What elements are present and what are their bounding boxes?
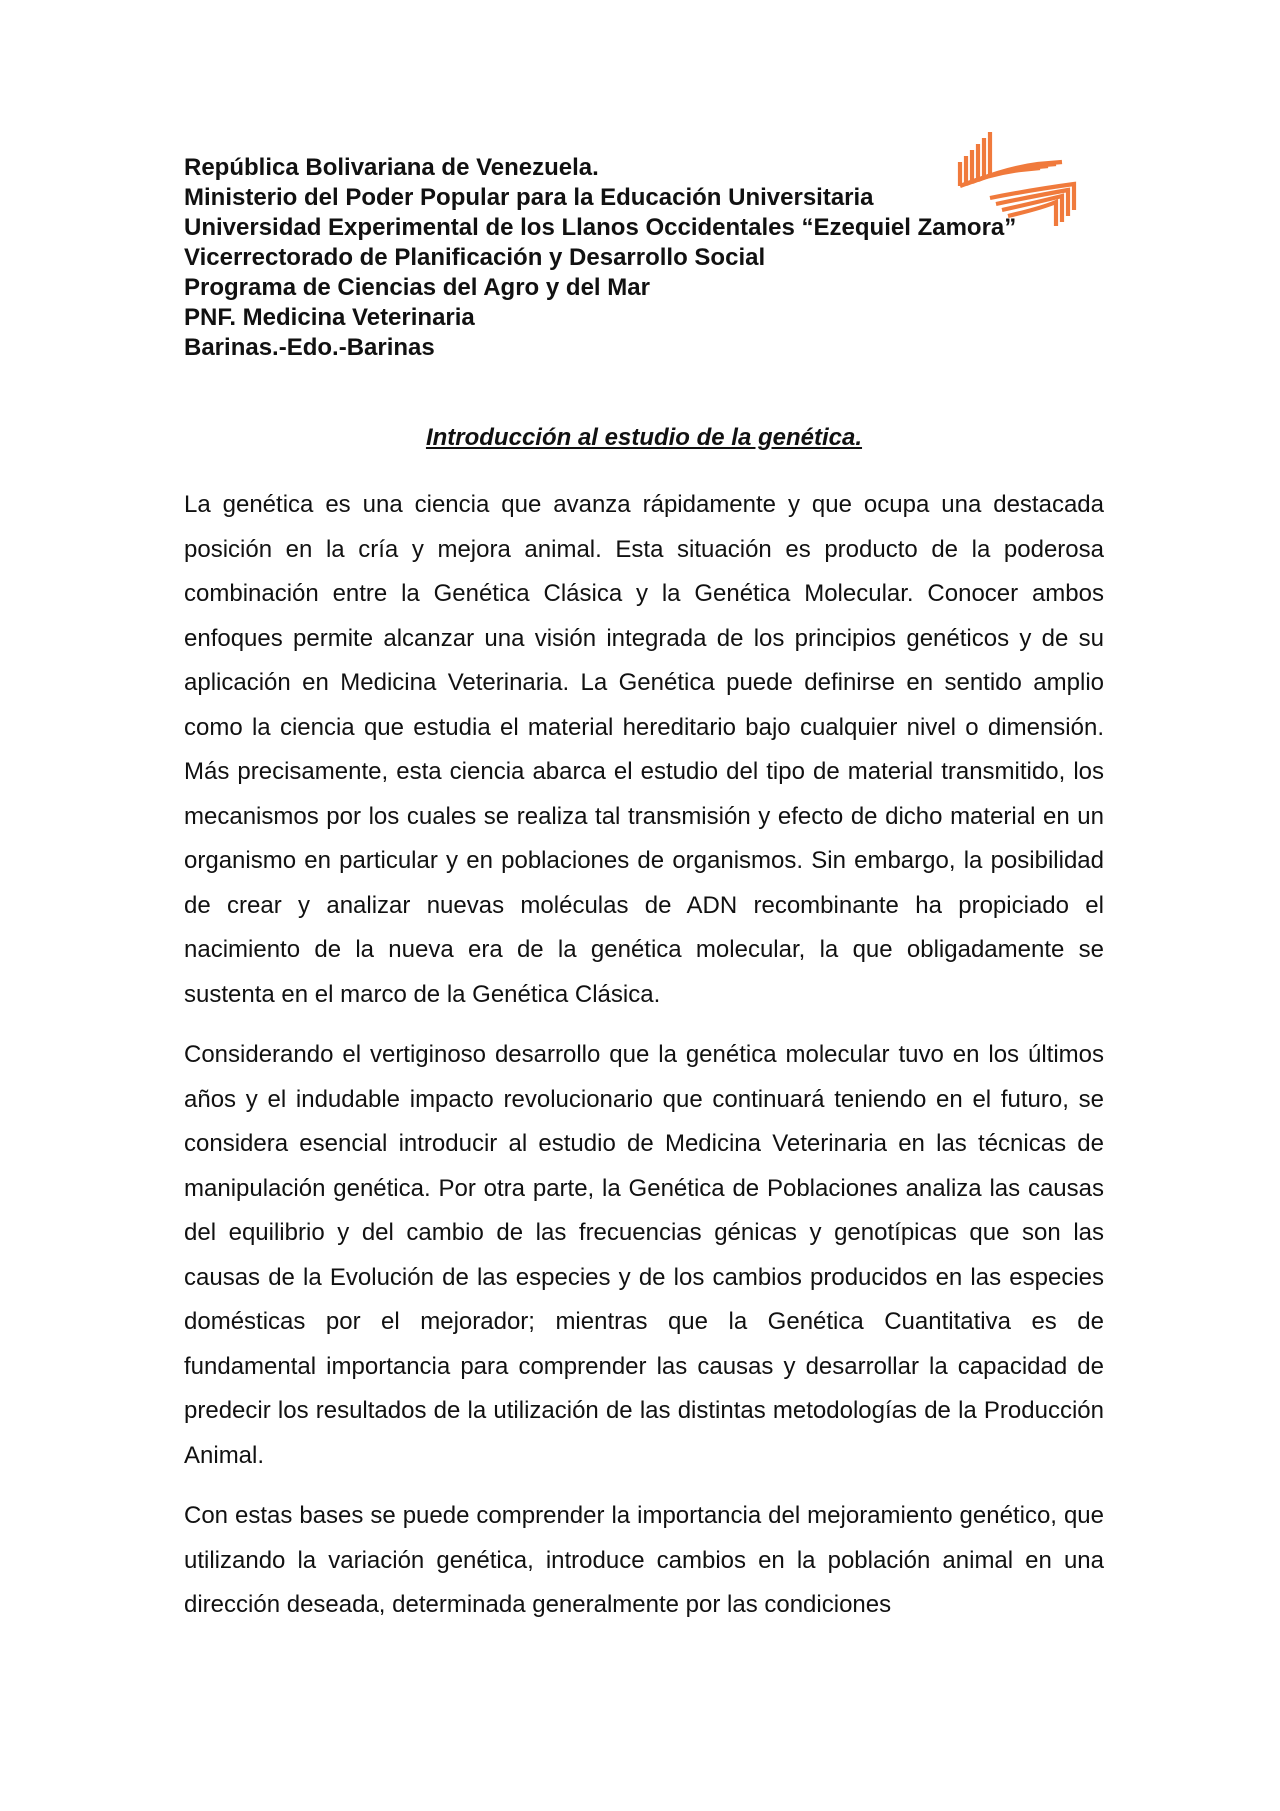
header-line: Barinas.-Edo.-Barinas [184,334,435,361]
paragraph: Considerando el vertiginoso desarrollo que la genética molecular tuvo en los últimos años y el indudable impacto revolucionario que continuará teniendo en el futuro, se considera esencial introducir al estudio de Medicina Veterinaria en las técnicas de manipulación genética. Por otra parte, la Genética de Poblaciones analiza las causas del equilibrio y del cambio de las frecuencias génicas y genotípicas que son las causas de la Evolución de las especies y de los cambios producidos en las especies domésticas por el mejorador; mientras que la Genética Cuantitativa es de fundamental importancia para comprender las causas y desarrollar la capacidad de predecir los resultados de la utilización de las distintas metodologías de la Producción Animal. [184,1041,1104,1469]
header-line: Ministerio del Poder Popular para la Educación Universitaria [184,184,874,211]
header-line: PNF. Medicina Veterinaria [184,304,475,331]
header-line: Universidad Experimental de los Llanos Occidentales “Ezequiel Zamora” [184,214,1017,241]
document-body [184,483,1104,1644]
document-title: Introducción al estudio de la genética. [425,424,863,451]
paragraph: La genética es una ciencia que avanza rápidamente y que ocupa una destacada posición en la cría y mejora animal. Esta situación es producto de la poderosa combinación entre la Genética Clásica y la Genética Molecular. Conocer ambos enfoques permite alcanzar una visión integrada de los principios genéticos y de su aplicación en Medicina Veterinaria. La Genética puede definirse en sentido amplio como la ciencia que estudia el material hereditario bajo cualquier nivel o dimensión. Más precisamente, esta ciencia abarca el estudio del tipo de material transmitido, los mecanismos por los cuales se realiza tal transmisión y efecto de dicho material en un organismo en particular y en poblaciones de organismos. Sin embargo, la posibilidad de crear y analizar nuevas moléculas de ADN recombinante ha propiciado el nacimiento de la nueva era de la genética molecular, la que obligadamente se sustenta en el marco de la Genética Clásica. [184,491,1104,1008]
header-line: Vicerrectorado de Planificación y Desarrollo Social [184,244,766,271]
university-logo-icon [950,128,1088,228]
header-line: Programa de Ciencias del Agro y del Mar [184,274,650,301]
header-line: República Bolivariana de Venezuela. [184,154,599,181]
paragraph: Con estas bases se puede comprender la importancia del mejoramiento genético, que utilizando la variación genética, introduce cambios en la población animal en una dirección deseada, determinada generalmente por las condiciones [184,1502,1104,1618]
